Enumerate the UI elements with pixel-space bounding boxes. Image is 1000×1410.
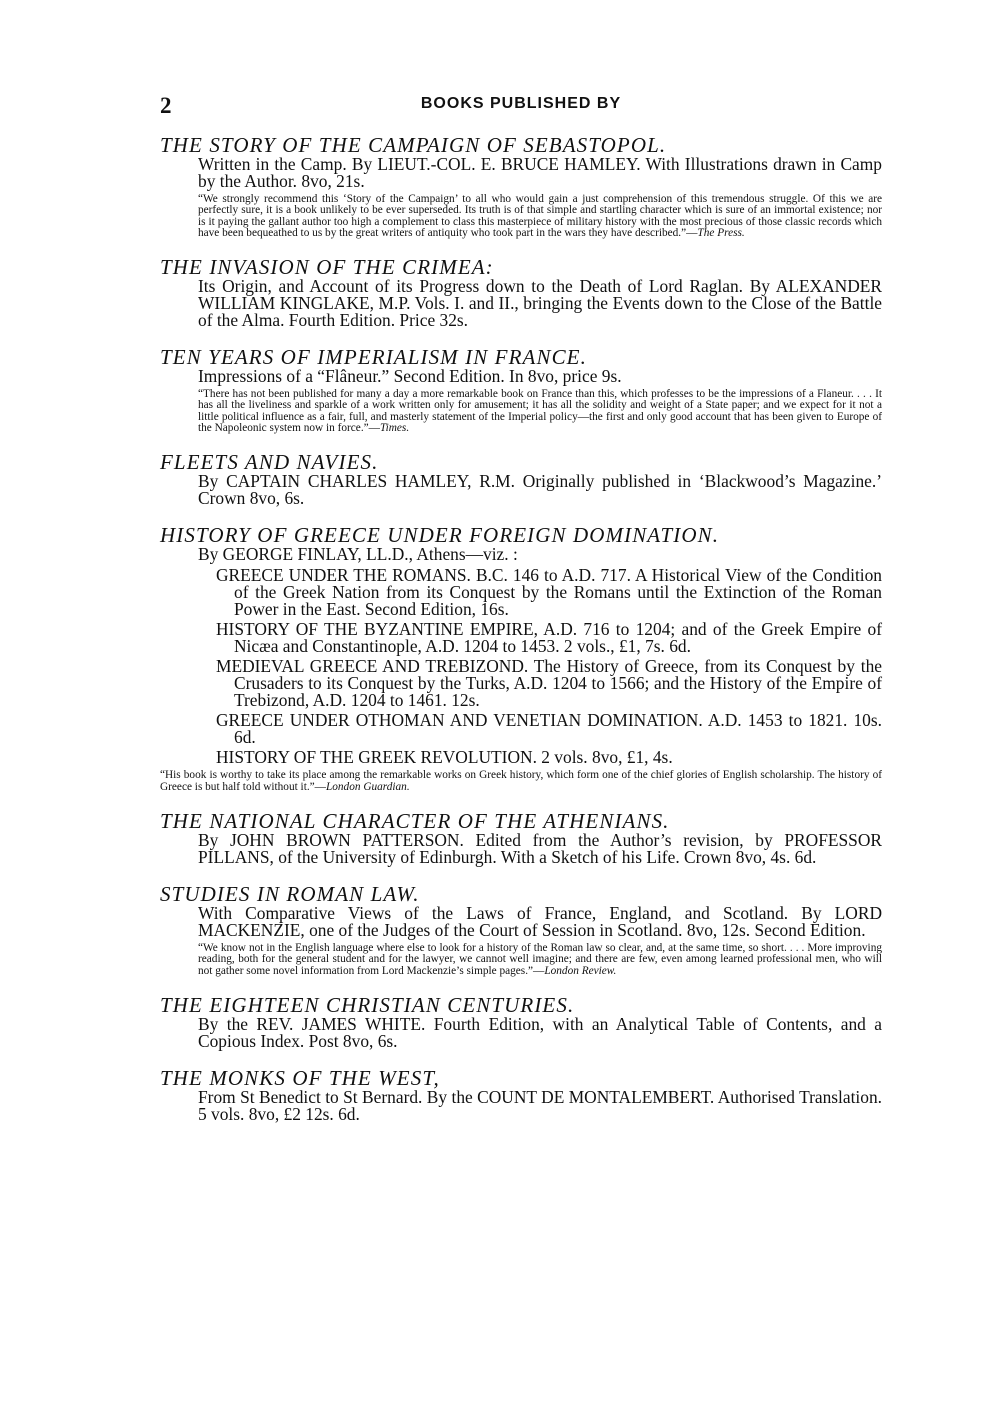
volume-list bbox=[216, 567, 882, 766]
quote-source: London Review. bbox=[544, 964, 617, 977]
catalogue-entry bbox=[160, 451, 882, 507]
quote-text: “We strongly recommend this ‘Story of the Campaign’ to all who would gain a just comprehension of this tremendous struggle. Of this we are perfectly sure, it is a book unlikely to be ever superseded. Its truth is of that simple and startling character which is sure of an immortal existence; nor is it paying the gallant author too high a complement to class this masterpiece of military history with the most precious of those classic records which have been bequeathed to us by the great writers of antiquity who took part in the wars they have described.”— bbox=[198, 193, 882, 239]
review-quote bbox=[160, 770, 882, 793]
quote-source: London Guardian. bbox=[325, 780, 410, 793]
book-title: TEN YEARS OF IMPERIALISM IN FRANCE. bbox=[160, 345, 587, 370]
running-head: BOOKS PUBLISHED BY bbox=[420, 95, 622, 112]
book-description: Impressions of a “Flâneur.” Second Edition. In 8vo, price 9s. bbox=[198, 366, 622, 387]
volume-item: HISTORY OF THE BYZANTINE EMPIRE, A.D. 716 to 1204; and of the Greek Empire of Nicæa and Constantinople, A.D. 1204 to 1453. 2 vols., £1, 7s. 6d. bbox=[216, 619, 882, 657]
catalogue-entry bbox=[160, 883, 882, 977]
catalogue-entry bbox=[160, 346, 882, 434]
quote-source: The Press. bbox=[697, 226, 745, 239]
catalogue-list bbox=[160, 134, 882, 1140]
page-number: 2 bbox=[160, 93, 172, 118]
book-title: THE STORY OF THE CAMPAIGN OF SEBASTOPOL. bbox=[160, 133, 667, 157]
quote-source: Times. bbox=[379, 422, 410, 435]
quote-text: “There has not been published for many a day a more remarkable book on France than this, which professes to be the impressions of a Flaneur. . . . It has all the liveliness and sparkle of a work written only for amusement; it has all the solidity and weight of a State paper; and we expect for it not a little political influence as a fair, full, and masterly statement of the Imperial policy—the first and only good account that has been given to Europe of the Napoleonic system now in force.”— bbox=[198, 388, 882, 435]
catalogue-entry bbox=[160, 524, 882, 793]
catalogue-entry bbox=[160, 256, 882, 329]
book-title: STUDIES IN ROMAN LAW. bbox=[160, 881, 420, 906]
catalogue-entry bbox=[160, 810, 882, 866]
book-description: From St Benedict to St Bernard. By the COUNT DE MONTALEMBERT. Authorised Translation. 5 vols. 8vo, £2 12s. 6d. bbox=[198, 1086, 882, 1124]
book-description: By the REV. JAMES WHITE. Fourth Edition, with an Analytical Table of Contents, and a Copious Index. Post 8vo, 6s. bbox=[198, 1013, 882, 1051]
book-title: THE NATIONAL CHARACTER OF THE ATHENIANS. bbox=[160, 808, 670, 833]
review-quote bbox=[198, 389, 882, 434]
review-quote bbox=[198, 943, 882, 977]
book-description: Written in the Camp. By LIEUT.-COL. E. BRUCE HAMLEY. With Illustrations drawn in Camp by the Author. 8vo, 21s. bbox=[198, 154, 882, 191]
quote-text: “We know not in the English language where else to look for a history of the Roman law so clear, and, at the same time, so short. . . . More improving reading, both for the general student and for the lawyer, we cannot well imagine; and there are few, even among learned professional men, who will not gather some novel information from Lord Mackenzie’s simple pages.”— bbox=[198, 941, 882, 977]
volume-item: HISTORY OF THE GREEK REVOLUTION. 2 vols. 8vo, £1, 4s. bbox=[216, 747, 673, 768]
quote-text: “His book is worthy to take its place among the remarkable works on Greek history, which form one of the chief glories of English scholarship. The history of Greece is but half told without it.”— bbox=[160, 769, 882, 793]
page-header bbox=[160, 95, 882, 117]
book-title: HISTORY OF GREECE UNDER FOREIGN DOMINATION. bbox=[160, 523, 720, 548]
book-description: By JOHN BROWN PATTERSON. Edited from the Author’s revision, by PROFESSOR PILLANS, of the University of Edinburgh. With a Sketch of his Life. Crown 8vo, 4s. 6d. bbox=[198, 829, 882, 867]
book-title: THE MONKS OF THE WEST, bbox=[160, 1065, 440, 1090]
catalogue-entry bbox=[160, 1067, 882, 1123]
book-title: THE INVASION OF THE CRIMEA: bbox=[160, 255, 494, 280]
review-quote bbox=[198, 194, 882, 239]
book-description: With Comparative Views of the Laws of France, England, and Scotland. By LORD MACKENZIE, one of the Judges of the Court of Session in Scotland. 8vo, 12s. Second Edition. bbox=[198, 902, 882, 940]
book-description: Its Origin, and Account of its Progress down to the Death of Lord Raglan. By ALEXANDER WILLIAM KINGLAKE, M.P. Vols. I. and II., bringing the Events down to the Close of the Battle of the Alma. Fourth Edition. Price 32s. bbox=[198, 276, 882, 331]
book-description: By GEORGE FINLAY, LL.D., Athens—viz. : bbox=[198, 544, 518, 565]
volume-item: GREECE UNDER THE ROMANS. B.C. 146 to A.D. 717. A Historical View of the Condition of the Greek Nation from its Conquest by the Romans until the Extinction of the Roman Power in the East. Second Edition, 16s. bbox=[216, 565, 882, 620]
book-title: THE EIGHTEEN CHRISTIAN CENTURIES. bbox=[160, 992, 575, 1017]
catalogue-entry bbox=[160, 994, 882, 1050]
catalogue-entry bbox=[160, 134, 882, 239]
volume-item: MEDIEVAL GREECE AND TREBIZOND. The History of Greece, from its Conquest by the Crusaders to its Conquest by the Turks, A.D. 1204 to 1566; and the History of the Empire of Trebizond, A.D. 1204 to 1461. 12s. bbox=[216, 656, 882, 711]
volume-item: GREECE UNDER OTHOMAN AND VENETIAN DOMINATION. A.D. 1453 to 1821. 10s. 6d. bbox=[216, 710, 882, 748]
book-description: By CAPTAIN CHARLES HAMLEY, R.M. Originally published in ‘Blackwood’s Magazine.’ Crown 8vo, 6s. bbox=[198, 471, 882, 509]
book-title: FLEETS AND NAVIES. bbox=[160, 450, 379, 475]
